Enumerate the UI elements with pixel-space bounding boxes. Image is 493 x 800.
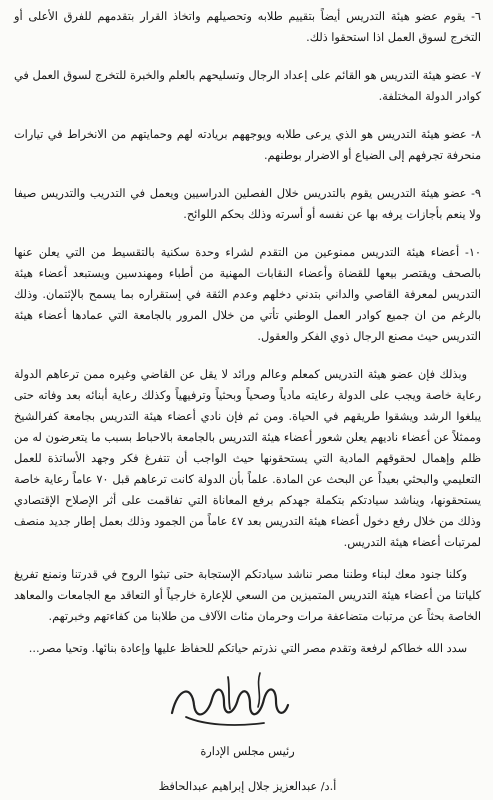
appeal-paragraph: وكلنا جنود معك لبناء وطننا مصر نناشد سيادتكم الإستجابة حتى تبثوا الروح في قدرتنا ونمنع تفريغ كلياتنا من أعضاء هيئة التدريس المتميزين من السعي للإعارة خارجياً أو التعاقد مع الجامعات والمعاهد الخاصة بحثاً عن مرتبات متضاعفة مرات وحرمان مئات الآلاف من طلابنا من كفاءتهم وخبرتهم. xyxy=(14,568,481,623)
conclusion-paragraph: وبذلك فإن عضو هيئة التدريس كمعلم وعالم ورائد لا يقل عن القاضي وغيره ممن ترعاهم الدولة رعاية خاصة ويجب على الدولة رعايته مادياً وصحياً وبحثياً وترفيهياً وكذلك رعاية أبنائه بعد وفاته حتى يبلغوا الرشد ويشقوا طريقهم في الحياة. ومن ثم فإن نادي أعضاء هيئة التدريس بجامعة كفرالشيخ وممثلاً عن أعضاء ناديهم يعلن شعور أعضاء هيئة التدريس بالجامعة بالاحباط بسبب ما يتعرضون له من ظلم وإهمال لحقوقهم المادية التي يستحقونها حيث الواجب أن تتفرغ فكر وجهد الأساتذة للعمل التعليمي والبحثي بعيداً عن البحث عن المادة. علماً بأن الدولة كانت ترعاهم قبل ٧٠ عاماً رعاية خاصة يستحقونها، ويناشد سيادتكم بتكملة جهدكم برفع المعاناة التي تفاقمت على أثر الإصلاح الإقتصادي وذلك من خلال رفع دخول أعضاء هيئة التدريس بعد ٤٧ عاماً من الجمود وذلك بعمل إطار جديد منصف لمرتبات أعضاء هيئة التدريس. xyxy=(14,368,481,549)
signatory-name: أ.د/ عبدالعزيز جلال إبراهيم عبدالحافظ xyxy=(158,780,337,793)
closing-paragraph: سدد الله خطاكم لرفعة وتقدم مصر التي نذرتم حياتكم للحفاظ عليها وإعادة بنائها. وتحيا مصر... xyxy=(28,642,467,655)
item-7-paragraph: ٧- عضو هيئة التدريس هو القائم على إعداد الرجال وتسليحهم بالعلم والخبرة للتخرج لسوق العمل في كوادر الدولة المختلفة. xyxy=(14,69,481,103)
item-8-paragraph: ٨- عضو هيئة التدريس هو الذي يرعى طلابه ويوجههم بريادته لهم وحمايتهم من الانخراط في تيارات منحرفة تجرفهم إلى الضياع أو الاضرار بوطنهم. xyxy=(14,128,481,162)
item-6-paragraph: ٦- يقوم عضو هيئة التدريس أيضاً بتقييم طلابه وتحصيلهم واتخاذ القرار بتقدمهم للفرق الأعلى أو التخرج لسوق العمل اذا استحقوا ذلك. xyxy=(14,10,481,44)
handwritten-signature xyxy=(164,665,294,737)
item-10-paragraph: ١٠- أعضاء هيئة التدريس ممنوعين من التقدم لشراء وحدة سكنية بالتقسيط من التي يعلن عنها بالصحف ويقتصر بيعها للقضاة وأعضاء النقابات المهنية من أطباء ومهندسين ويستبعد أعضاء هيئة التدريس لمعرفة القاصي والداني بتدني دخلهم وعدم الثقة في إستقراره بما يسمح بالإئتمان. وذلك بالرغم من ان جميع كوادر العمل الوطني تأتي من خلال المرور بالجامعة التي عمادها أعضاء هيئة التدريس حيث مصنع الرجال ذوي الفكر والعقول. xyxy=(14,246,481,343)
item-9-paragraph: ٩- عضو هيئة التدريس يقوم بالتدريس خلال الفصلين الدراسيين ويعمل في التدريب والتدريس صيفا ولا ينعم بأجازات يرفه بها عن نفسه أو أسرته وذلك بحكم اللوائح. xyxy=(14,187,481,221)
signature-area xyxy=(14,663,481,739)
signature-block xyxy=(14,741,481,797)
signatory-title: رئيس مجلس الإدارة xyxy=(200,745,295,758)
